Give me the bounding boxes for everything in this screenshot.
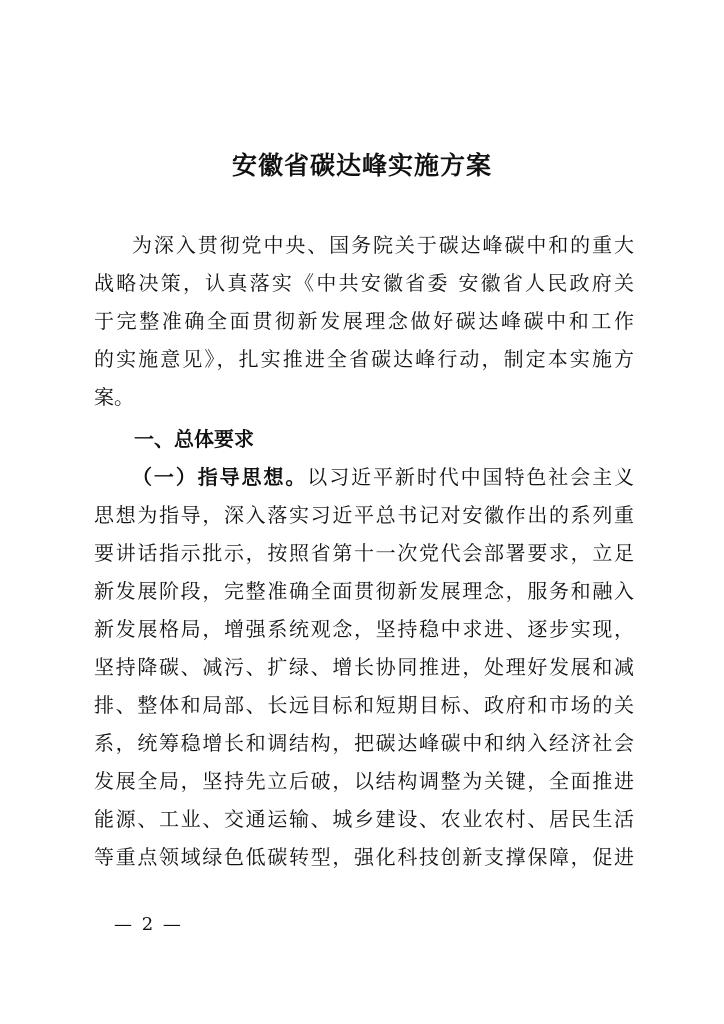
guiding-line-10: 能源、工业、交通运输、城乡建设、农业农村、居民生活 xyxy=(94,807,634,831)
guiding-line-8: 系，统筹稳增长和调结构，把碳达峰碳中和纳入经济社会 xyxy=(94,731,634,755)
page-number: — 2 — xyxy=(114,914,183,935)
guiding-line-6: 坚持降碳、减污、扩绿、增长协同推进，处理好发展和减 xyxy=(94,655,634,679)
guiding-line-11: 等重点领域绿色低碳转型，强化科技创新支撑保障，促进 xyxy=(94,845,634,869)
document-title: 安徽省碳达峰实施方案 xyxy=(231,151,492,180)
guiding-line-1 xyxy=(132,458,634,496)
guiding-line-5: 新发展格局，增强系统观念，坚持稳中求进、逐步实现， xyxy=(94,617,634,641)
guiding-line-4: 新发展阶段，完整准确全面贯彻新发展理念，服务和融入 xyxy=(94,579,634,603)
guiding-line-2: 思想为指导，深入落实习近平总书记对安徽作出的系列重 xyxy=(94,503,634,527)
intro-line-3: 于完整准确全面贯彻新发展理念做好碳达峰碳中和工作 xyxy=(94,309,634,333)
guiding-line-1-rest: 以习近平新时代中国特色社会主义 xyxy=(307,465,634,489)
guiding-line-9: 发展全局，坚持先立后破，以结构调整为关键，全面推进 xyxy=(94,769,634,793)
intro-line-2: 战略决策，认真落实《中共安徽省委 安徽省人民政府关 xyxy=(94,271,634,295)
intro-line-4: 的实施意见》，扎实推进全省碳达峰行动，制定本实施方 xyxy=(94,347,634,371)
section-heading: 一、总体要求 xyxy=(134,427,254,451)
guiding-lead: （一）指导思想。 xyxy=(132,465,308,489)
guiding-line-7: 排、整体和局部、长远目标和短期目标、政府和市场的关 xyxy=(94,693,634,717)
guiding-line-3: 要讲话指示批示，按照省第十一次党代会部署要求，立足 xyxy=(94,541,634,565)
intro-line-5: 案。 xyxy=(94,385,134,409)
intro-line-1: 为深入贯彻党中央、国务院关于碳达峰碳中和的重大 xyxy=(132,233,634,257)
